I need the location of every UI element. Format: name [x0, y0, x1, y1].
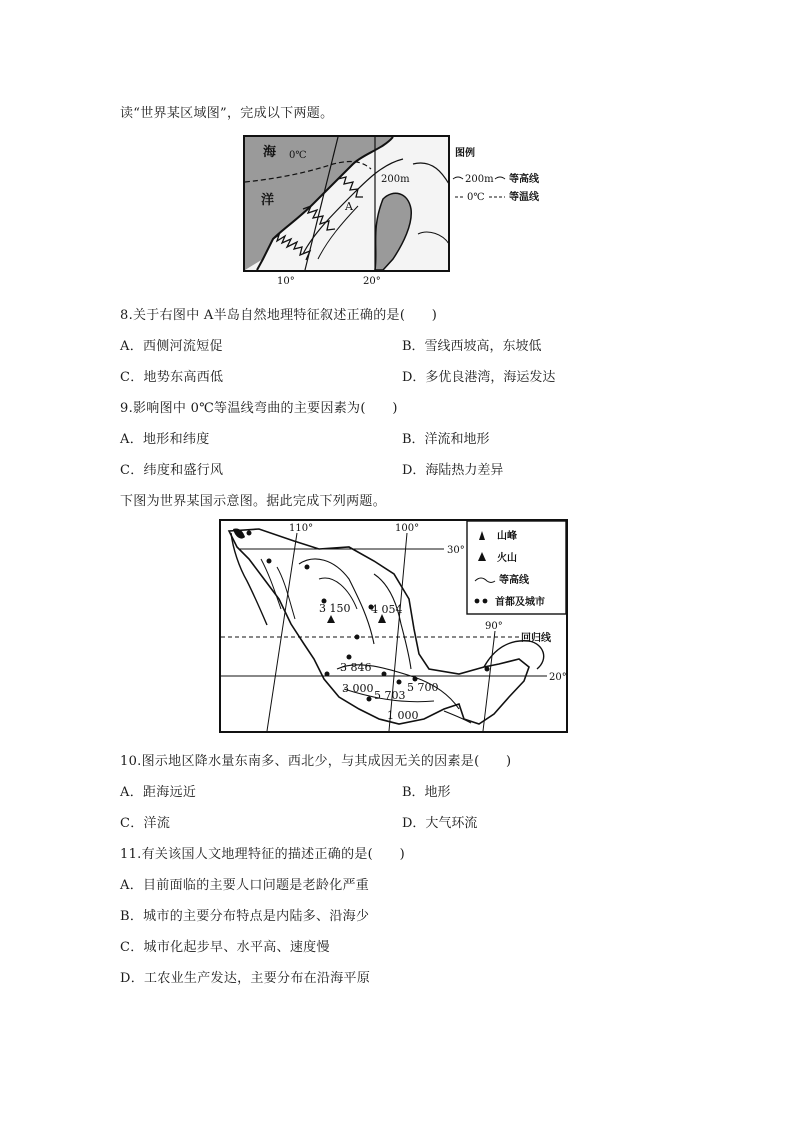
elevation-3846: 3 846	[340, 661, 372, 674]
elevation-4054: 4 054	[371, 603, 403, 616]
legend-city-icon	[483, 599, 488, 604]
q10-option-c: C．洋流	[120, 816, 171, 831]
legend-volcano-label: 火山	[497, 553, 517, 564]
lon-110-label: 110°	[289, 523, 314, 534]
legend-contour-value: 200m	[465, 174, 494, 185]
peninsula-a-label: A	[345, 200, 353, 213]
sea-label-1: 海	[263, 145, 277, 160]
legend-contour-label: 等高线	[509, 174, 539, 185]
q10-option-b: B．地形	[402, 785, 451, 800]
q9-stem: 9.影响图中 0℃等温线弯曲的主要因素为( )	[120, 401, 398, 416]
q9-option-c: C．纬度和盛行风	[120, 463, 224, 478]
legend-title: 图例	[455, 148, 475, 159]
q9-option-b: B．洋流和地形	[402, 432, 490, 447]
legend-contour-label-2: 等高线	[499, 575, 529, 586]
map-country	[219, 519, 569, 734]
elevation-3000: 3 000	[342, 682, 374, 695]
q8-option-d: D．多优良港湾，海运发达	[402, 370, 556, 385]
lon-10-label: 10°	[277, 276, 295, 286]
tropic-label: 回归线	[521, 633, 551, 644]
legend-iso-value: 0℃	[467, 192, 485, 203]
map-world-region	[243, 134, 563, 286]
elevation-1000: 1 000	[387, 709, 419, 722]
lat-20-label: 20°	[549, 672, 567, 683]
q8-option-c: C．地势东高西低	[120, 370, 224, 385]
lat-30-label: 30°	[447, 545, 465, 556]
lon-100-label: 100°	[395, 523, 420, 534]
lon-90-label: 90°	[485, 621, 503, 632]
q11-option-a: A．目前面临的主要人口问题是老龄化严重	[120, 878, 370, 893]
q10-option-a: A．距海远近	[120, 785, 197, 800]
q11-option-d: D．工农业生产发达，主要分布在沿海平原	[120, 971, 371, 986]
legend-peak-label: 山峰	[497, 531, 517, 542]
contour-label: 200m	[381, 174, 410, 185]
elevation-5703: 5 703	[374, 689, 406, 702]
legend-city-label: 首都及城市	[495, 597, 545, 608]
q9-option-a: A．地形和纬度	[120, 432, 210, 447]
q8-option-b: B．雪线西坡高，东坡低	[402, 339, 542, 354]
legend-iso-label: 等温线	[509, 192, 539, 203]
sea-label-2: 洋	[261, 193, 275, 208]
intro-text-1: 读“世界某区域图”，完成以下两题。	[120, 106, 334, 121]
lon-20-label: 20°	[363, 276, 381, 286]
q8-option-a: A．西侧河流短促	[120, 339, 223, 354]
q9-option-d: D．海陆热力差异	[402, 463, 504, 478]
q10-stem: 10.图示地区降水量东南多、西北少，与其成因无关的因素是( )	[120, 754, 512, 769]
legend-capital-icon	[475, 599, 480, 604]
q8-stem: 8.关于右图中 A半岛自然地理特征叙述正确的是( )	[120, 308, 438, 323]
q11-stem: 11.有关该国人文地理特征的描述正确的是( )	[120, 847, 406, 862]
isotherm-label: 0℃	[289, 150, 307, 161]
intro-text-2: 下图为世界某国示意图。据此完成下列两题。	[120, 494, 387, 509]
q10-option-d: D．大气环流	[402, 816, 478, 831]
q11-option-c: C．城市化起步早、水平高、速度慢	[120, 940, 330, 955]
elevation-3150: 3 150	[319, 602, 351, 615]
q11-option-b: B．城市的主要分布特点是内陆多、沿海少	[120, 909, 370, 924]
elevation-5700: 5 700	[407, 681, 439, 694]
